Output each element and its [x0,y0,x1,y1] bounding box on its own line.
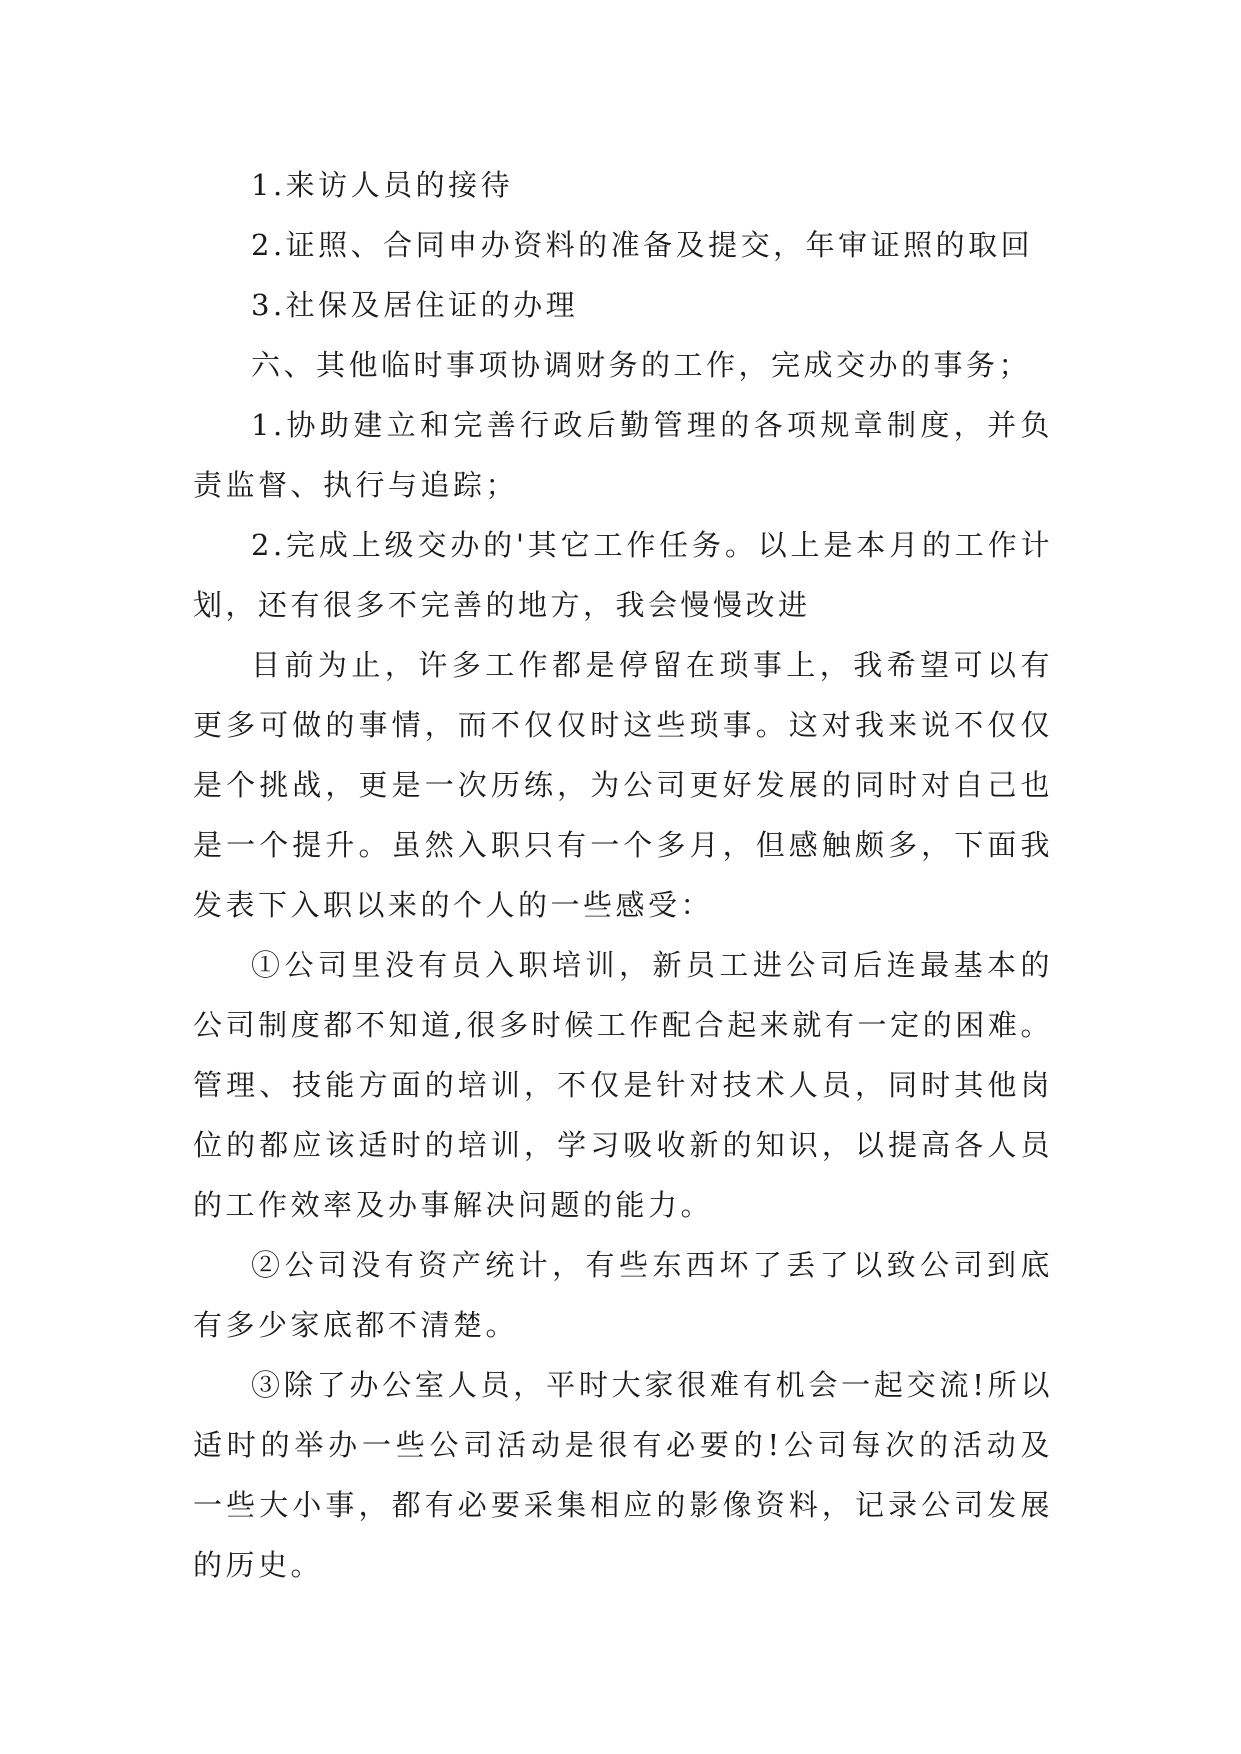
document-body [193,155,1053,1595]
paragraph-point-activities: ③除了办公室人员，平时大家很难有机会一起交流!所以适时的举办一些公司活动是很有必要的!公司每次的活动及一些大小事，都有必要采集相应的影像资料，记录公司发展的历史。 [193,1368,1053,1582]
paragraph-visitor-reception: 1.来访人员的接待 [251,168,514,202]
paragraph-reflection: 目前为止，许多工作都是停留在琐事上，我希望可以有更多可做的事情，而不仅仅时这些琐事。这对我来说不仅仅是个挑战，更是一次历练，为公司更好发展的同时对自己也是一个提升。虽然入职只有一个多月，但感触颇多，下面我发表下入职以来的个人的一些感受： [193,648,1053,922]
paragraph-other-tasks: 2.完成上级交办的'其它工作任务。以上是本月的工作计划，还有很多不完善的地方，我会慢慢改进 [193,528,1053,622]
paragraph-section-six-heading: 六、其他临时事项协调财务的工作，完成交办的事务； [251,348,1032,382]
paragraph-license-contracts: 2.证照、合同申办资料的准备及提交，年审证照的取回 [251,228,1034,262]
paragraph-admin-rules: 1.协助建立和完善行政后勤管理的各项规章制度，并负责监督、执行与追踪； [193,408,1053,502]
paragraph-point-training: ①公司里没有员入职培训，新员工进公司后连最基本的公司制度都不知道,很多时候工作配合起来就有一定的困难。管理、技能方面的培训，不仅是针对技术人员，同时其他岗位的都应该适时的培训，学习吸收新的知识，以提高各人员的工作效率及办事解决问题的能力。 [193,948,1053,1222]
paragraph-social-security: 3.社保及居住证的办理 [251,288,579,322]
paragraph-point-assets: ②公司没有资产统计，有些东西坏了丢了以致公司到底有多少家底都不清楚。 [193,1248,1053,1342]
